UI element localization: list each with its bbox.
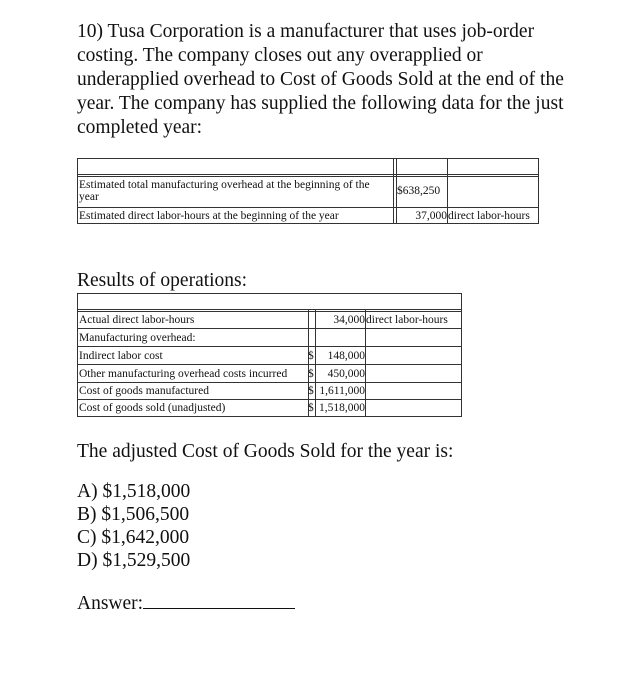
row-divider bbox=[77, 364, 462, 365]
row-divider bbox=[77, 309, 462, 310]
row-unit: direct labor-hours bbox=[448, 210, 530, 222]
question-text: 10) Tusa Corporation is a manufacturer that uses job-order costing. The company closes out any overapplied or underapplied overhead to Cost of Goods Sold at the end of the year. The company has supplied the following data for the just completed year: bbox=[77, 21, 564, 138]
row-label: Manufacturing overhead: bbox=[79, 332, 196, 344]
row-value: 450,000 bbox=[327, 368, 365, 380]
answer-blank[interactable] bbox=[143, 590, 295, 609]
col-divider bbox=[365, 310, 366, 417]
row-currency: $ bbox=[308, 350, 314, 362]
row-divider bbox=[77, 399, 462, 400]
row-value: 148,000 bbox=[327, 350, 365, 362]
row-divider bbox=[77, 207, 539, 208]
row-label: Other manufacturing overhead costs incurred bbox=[79, 368, 288, 380]
row-label: Cost of goods sold (unadjusted) bbox=[79, 402, 226, 414]
col-divider bbox=[393, 158, 394, 224]
question-prompt: The adjusted Cost of Goods Sold for the year is: bbox=[77, 441, 454, 462]
option-value: $1,506,500 bbox=[101, 504, 190, 525]
row-currency: $ bbox=[308, 385, 314, 397]
row-divider bbox=[77, 382, 462, 383]
row-label: Estimated direct labor-hours at the beginning of the year bbox=[79, 210, 339, 222]
row-divider bbox=[77, 176, 539, 177]
option-c[interactable] bbox=[77, 526, 190, 549]
row-label: Estimated total manufacturing overhead at the beginning of the year bbox=[79, 179, 370, 203]
option-letter: B) bbox=[77, 504, 97, 525]
option-letter: D) bbox=[77, 550, 98, 571]
option-value: $1,642,000 bbox=[101, 527, 190, 548]
row-value: 1,518,000 bbox=[319, 402, 365, 414]
row-label: Actual direct labor-hours bbox=[79, 314, 195, 326]
row-value: 1,611,000 bbox=[319, 385, 365, 397]
row-label: Indirect labor cost bbox=[79, 350, 163, 362]
option-a[interactable] bbox=[77, 480, 190, 503]
option-letter: A) bbox=[77, 481, 98, 502]
col-divider bbox=[315, 310, 316, 417]
row-value: 34,000 bbox=[333, 314, 365, 326]
row-divider bbox=[77, 328, 462, 329]
option-value: $1,529,500 bbox=[102, 550, 191, 571]
row-value: 37,000 bbox=[415, 210, 447, 222]
row-divider bbox=[77, 311, 462, 312]
results-heading: Results of operations: bbox=[77, 270, 248, 291]
row-divider bbox=[77, 174, 539, 175]
row-label: Cost of goods manufactured bbox=[79, 385, 209, 397]
col-divider bbox=[308, 310, 309, 417]
option-value: $1,518,000 bbox=[102, 481, 191, 502]
answer-line bbox=[77, 590, 295, 615]
row-divider bbox=[77, 346, 462, 347]
row-currency: $ bbox=[308, 402, 314, 414]
answer-options bbox=[77, 480, 190, 572]
row-unit: direct labor-hours bbox=[366, 314, 448, 326]
row-currency: $ bbox=[308, 368, 314, 380]
row-value: $638,250 bbox=[397, 185, 441, 197]
option-d[interactable] bbox=[77, 549, 190, 572]
option-letter: C) bbox=[77, 527, 97, 548]
option-b[interactable] bbox=[77, 503, 190, 526]
answer-label: Answer: bbox=[77, 593, 144, 614]
